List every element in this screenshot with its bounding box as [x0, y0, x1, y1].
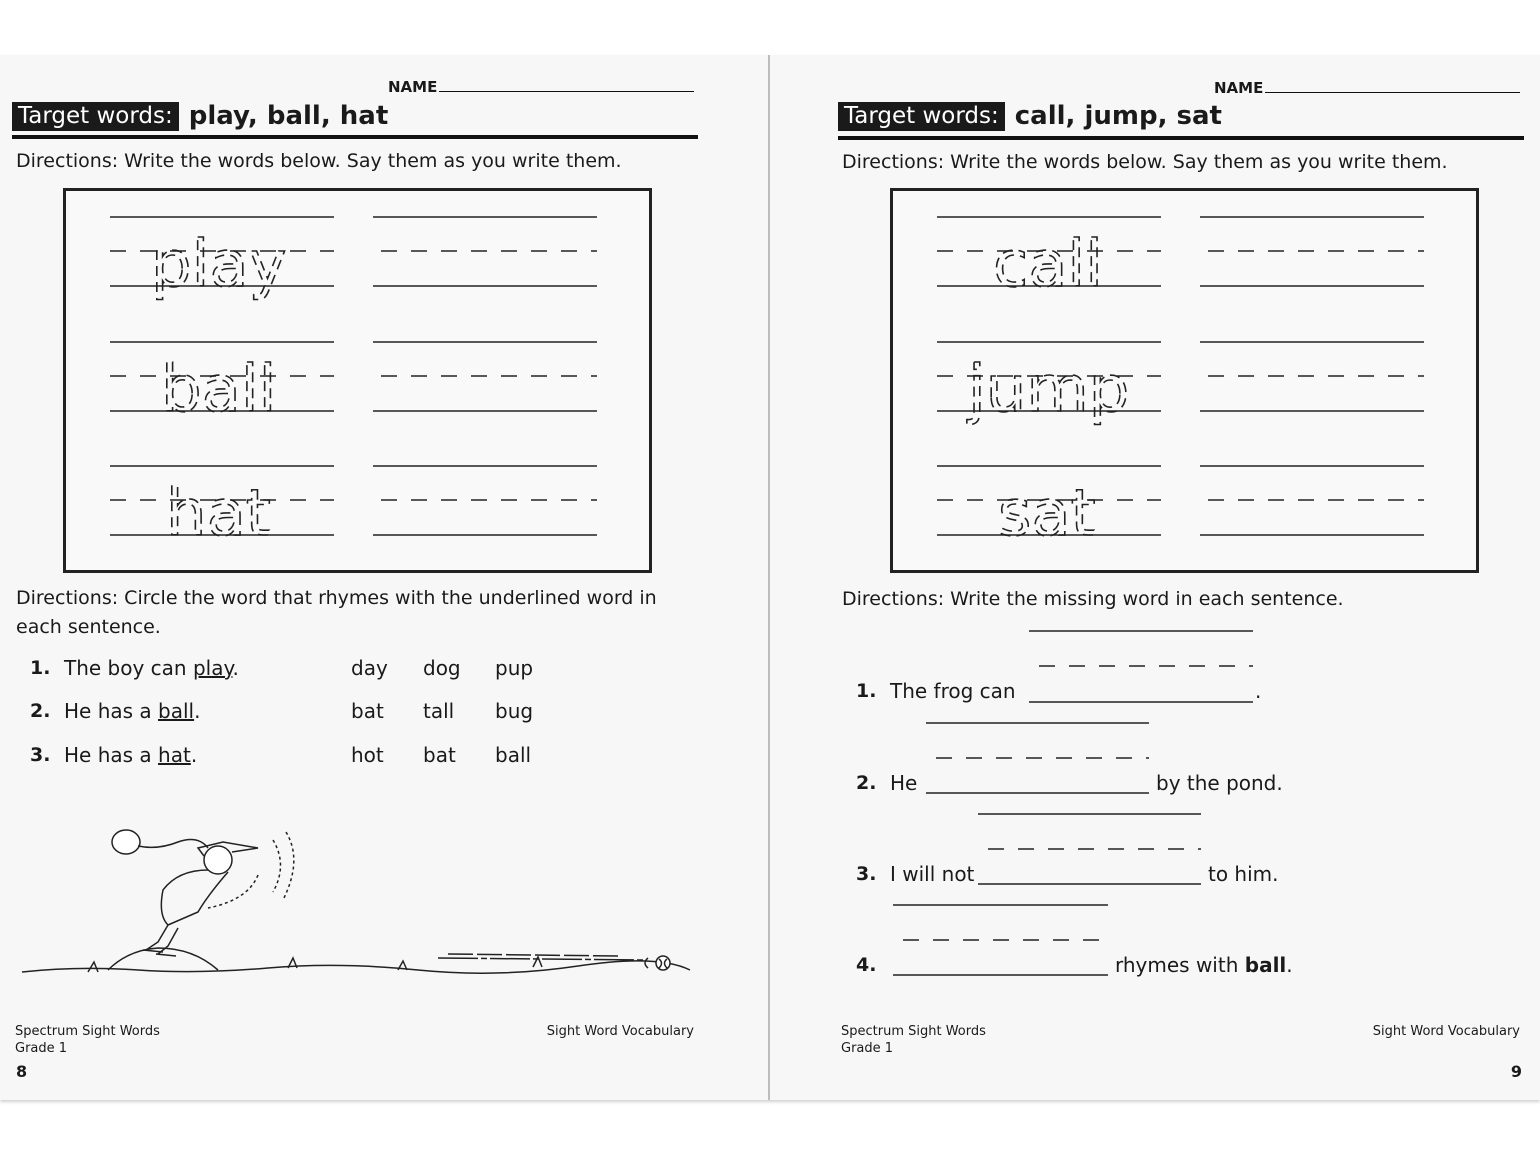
handwriting-lines: [893, 191, 1476, 570]
sentence-number: 2.: [856, 772, 877, 794]
sentence-end: by the pond.: [1156, 771, 1283, 795]
left-page: [0, 55, 769, 1100]
directions-missing: Directions: Write the missing word in each sentence.: [842, 588, 1344, 610]
rhyme-choice[interactable]: ball: [495, 743, 532, 767]
sentence-start: The frog can: [890, 679, 1016, 703]
footer-book-title: Spectrum Sight Words: [841, 1024, 986, 1039]
trace-word-1: call: [993, 228, 1103, 302]
question-sentence: He has a hat.: [64, 743, 198, 767]
rhyme-choice[interactable]: bat: [423, 743, 456, 767]
footer-book-title: Spectrum Sight Words: [15, 1024, 160, 1039]
rhyme-choice[interactable]: bat: [351, 699, 384, 723]
rhyme-choice[interactable]: day: [351, 656, 388, 680]
header-rule: [12, 135, 698, 139]
target-words: call, jump, sat: [1014, 101, 1222, 131]
directions-write: Directions: Write the words below. Say them as you write them.: [16, 150, 622, 172]
directions-write: Directions: Write the words below. Say them as you write them.: [842, 151, 1448, 173]
rhyme-choice[interactable]: pup: [495, 656, 534, 680]
sentence-number: 4.: [856, 954, 877, 976]
question-number: 2.: [30, 700, 51, 722]
writing-practice-box: [890, 188, 1479, 573]
target-label: Target words:: [838, 102, 1005, 131]
directions-rhyme: Directions: Circle the word that rhymes with the underlined word in each sentence.: [16, 587, 657, 638]
target-header: [838, 101, 1222, 131]
answer-blank[interactable]: [893, 944, 1108, 984]
footer-grade: Grade 1: [841, 1041, 894, 1056]
name-label: NAME: [388, 78, 438, 96]
underlined-word: play: [192, 656, 233, 680]
trace-word-3: sat: [998, 477, 1096, 551]
target-words: play, ball, hat: [188, 101, 389, 131]
handwriting-lines: [66, 191, 649, 570]
answer-blank[interactable]: [978, 853, 1202, 893]
bold-word: ball: [1244, 953, 1287, 977]
sentence-end: rhymes with ball.: [1115, 953, 1293, 977]
sentence-start: I will not: [890, 862, 975, 886]
sentence-start: He: [890, 771, 918, 795]
name-blank: [439, 81, 694, 92]
footer-grade: Grade 1: [15, 1041, 68, 1056]
question-sentence: He has a ball.: [64, 699, 201, 723]
footer-section: Sight Word Vocabulary: [1372, 1024, 1520, 1039]
sentence-number: 1.: [856, 680, 877, 702]
workbook-spread: [0, 55, 1540, 1100]
writing-practice-box: [63, 188, 652, 573]
trace-word-1: play: [151, 228, 287, 302]
rhyme-choice[interactable]: tall: [423, 699, 455, 723]
underlined-word: ball: [158, 699, 195, 723]
name-field: [388, 78, 694, 96]
footer-book-info: [15, 1023, 160, 1057]
rhyme-choice[interactable]: bug: [495, 699, 534, 723]
footer-section: Sight Word Vocabulary: [546, 1024, 694, 1039]
question-number: 1.: [30, 657, 51, 679]
right-page: [771, 55, 1540, 1100]
answer-blank[interactable]: [926, 762, 1150, 802]
sentence-end: .: [1255, 679, 1262, 703]
page-number: 9: [1510, 1062, 1522, 1081]
name-field: [1214, 79, 1520, 97]
answer-blank[interactable]: [1029, 670, 1253, 710]
baseball-pitcher-illustration: [18, 820, 698, 990]
target-label: Target words:: [12, 102, 179, 131]
trace-word-2: ball: [161, 353, 277, 427]
name-blank: [1265, 82, 1520, 93]
sentence-end: to him.: [1208, 862, 1279, 886]
name-label: NAME: [1214, 79, 1264, 97]
trace-word-2: jump: [968, 353, 1130, 427]
rhyme-choice[interactable]: hot: [351, 743, 384, 767]
question-number: 3.: [30, 744, 51, 766]
page-number: 8: [16, 1062, 28, 1081]
sentence-number: 3.: [856, 863, 877, 885]
footer-book-info: [841, 1023, 986, 1057]
trace-word-3: hat: [166, 477, 271, 551]
underlined-word: hat: [158, 743, 191, 767]
header-rule: [838, 136, 1524, 140]
rhyme-choice[interactable]: dog: [423, 656, 461, 680]
target-header: [12, 101, 388, 131]
question-sentence: The boy can play.: [64, 656, 239, 680]
